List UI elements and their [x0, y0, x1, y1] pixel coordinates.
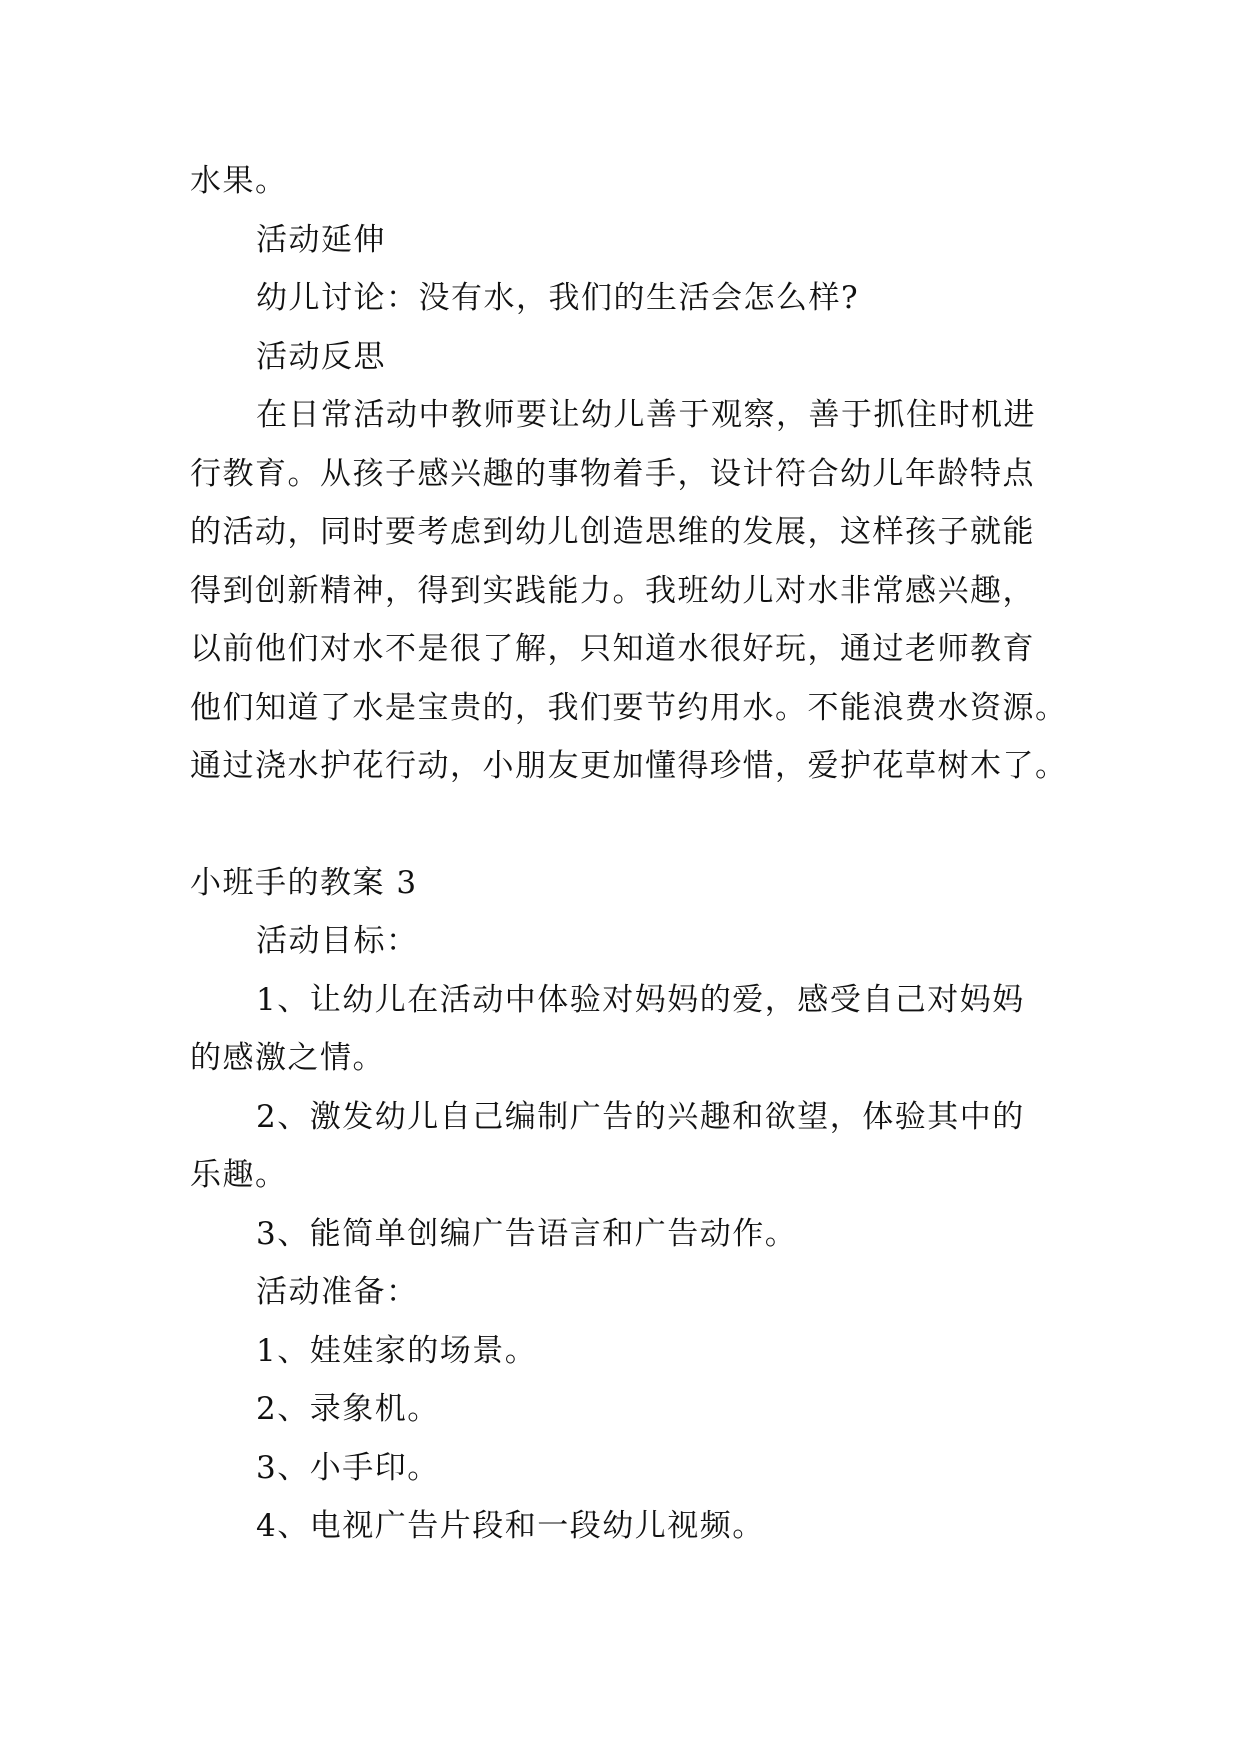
paragraph-line: 他们知道了水是宝贵的，我们要节约用水。不能浪费水资源。 — [190, 689, 1068, 726]
list-item: 1、娃娃家的场景。 — [256, 1332, 538, 1369]
list-item: 4、电视广告片段和一段幼儿视频。 — [256, 1508, 765, 1544]
paragraph-line: 以前他们对水不是很了解，只知道水很好玩，通过老师教育 — [190, 631, 1035, 667]
paragraph-line: 幼儿讨论：没有水，我们的生活会怎么样? — [256, 280, 860, 316]
section-spacer — [190, 796, 1070, 854]
heading-activity-preparation: 活动准备： — [256, 1274, 419, 1310]
list-item: 3、小手印。 — [256, 1449, 440, 1486]
paragraph-line: 通过浇水护花行动，小朋友更加懂得珍惜，爱护花草树木了。 — [190, 748, 1068, 784]
paragraph-line: 乐趣。 — [190, 1157, 288, 1193]
list-item: 1、让幼儿在活动中体验对妈妈的爱，感受自己对妈妈 — [256, 981, 1025, 1018]
heading-activity-goals: 活动目标： — [256, 923, 419, 959]
paragraph-line: 在日常活动中教师要让幼儿善于观察，善于抓住时机进 — [256, 397, 1036, 433]
document-body — [190, 152, 1070, 1556]
paragraph-line: 水果。 — [190, 163, 288, 199]
list-item: 3、能简单创编广告语言和广告动作。 — [256, 1215, 798, 1252]
section-title: 小班手的教案 3 — [190, 864, 418, 901]
list-item: 2、录象机。 — [256, 1391, 440, 1427]
heading-activity-reflection: 活动反思 — [256, 338, 386, 375]
paragraph-line: 得到创新精神，得到实践能力。我班幼儿对水非常感兴趣， — [190, 572, 1035, 609]
heading-activity-extension: 活动延伸 — [256, 221, 386, 258]
paragraph-line: 的感激之情。 — [190, 1040, 385, 1076]
paragraph-line: 行教育。从孩子感兴趣的事物着手，设计符合幼儿年龄特点 — [190, 455, 1035, 492]
paragraph-line: 的活动，同时要考虑到幼儿创造思维的发展，这样孩子就能 — [190, 514, 1035, 550]
list-item: 2、激发幼儿自己编制广告的兴趣和欲望，体验其中的 — [256, 1098, 1025, 1135]
